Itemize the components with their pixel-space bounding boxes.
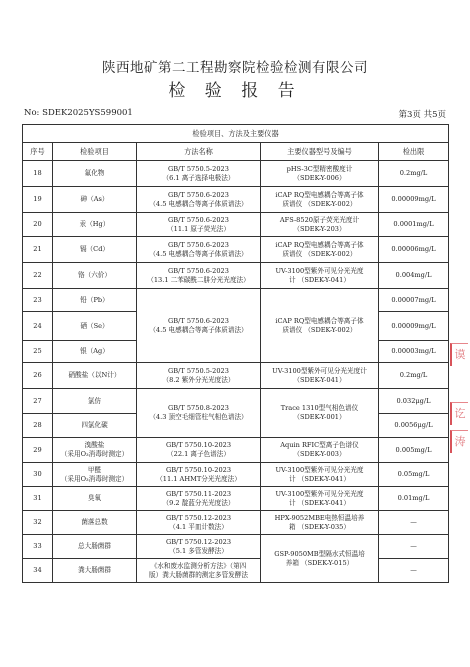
row-limit bbox=[379, 161, 449, 187]
row-number-line: 22 bbox=[33, 271, 42, 280]
row-item bbox=[53, 511, 137, 535]
row-instrument bbox=[261, 161, 379, 187]
row-method bbox=[137, 237, 261, 263]
row-limit-line: 0.05mg/L bbox=[397, 470, 430, 479]
row-instrument bbox=[261, 438, 379, 463]
row-limit-line: 0.0056μg/L bbox=[394, 421, 433, 430]
row-item-line: 菌落总数 bbox=[81, 518, 108, 527]
row-instrument-line: 质谱仪 （SDEK-Y-002） bbox=[282, 249, 357, 258]
row-method-line: （22.1 离子色谱法） bbox=[167, 450, 230, 458]
row-instrument-line: Aquin RFIC型离子色谱仪 bbox=[280, 441, 359, 450]
row-method-line: GB/T 5750.6-2023 bbox=[168, 316, 229, 325]
row-instrument bbox=[261, 487, 379, 511]
row-method-line: GB/T 5750.6-2023 bbox=[168, 215, 229, 224]
row-item-line: 铅（Pb） bbox=[80, 295, 109, 304]
row-method bbox=[137, 213, 261, 237]
row-number bbox=[23, 312, 53, 341]
row-item-line: 甲醛 bbox=[87, 465, 102, 474]
row-method-line: （6.1 离子选择电极法） bbox=[162, 173, 235, 182]
row-method-line: GB/T 5750.5-2023 bbox=[168, 164, 229, 173]
row-number-line: 33 bbox=[33, 542, 42, 551]
row-method-line: GB/T 5750.5-2023 bbox=[168, 366, 229, 375]
row-number-line: 34 bbox=[33, 566, 42, 575]
row-method bbox=[137, 289, 261, 363]
row-item bbox=[53, 487, 137, 511]
row-number bbox=[23, 263, 53, 289]
row-method bbox=[137, 161, 261, 187]
row-item-line: 溴酸盐 bbox=[84, 441, 105, 450]
row-limit-line: 0.005mg/L bbox=[395, 445, 432, 454]
row-number bbox=[23, 414, 53, 438]
row-method-line: 《水和废水监测分析方法》（第四 bbox=[150, 561, 247, 570]
row-method-line: （4.5 电感耦合等离子体质谱法） bbox=[149, 325, 248, 334]
row-method bbox=[137, 487, 261, 511]
row-limit-line: — bbox=[410, 518, 417, 527]
row-instrument-line: UV-3100型紫外可见分光光度计 bbox=[272, 366, 367, 375]
row-limit bbox=[379, 511, 449, 535]
row-method-line: （5.1 多管发酵法） bbox=[169, 546, 228, 555]
row-method bbox=[137, 363, 261, 389]
row-instrument-line: UV-3100型紫外可见分光光度 bbox=[275, 489, 364, 498]
row-number bbox=[23, 289, 53, 312]
row-item bbox=[53, 161, 137, 187]
row-item-line: （采用O₃消毒时测定） bbox=[60, 474, 129, 483]
row-instrument bbox=[261, 463, 379, 487]
row-instrument-line: GSP-9050MB型隔水式恒温培 bbox=[274, 549, 365, 558]
company-name: 陕西地矿第二工程勘察院检验检测有限公司 bbox=[102, 60, 368, 76]
row-limit-line: 0.00009mg/L bbox=[391, 321, 436, 330]
row-limit-line: 0.004mg/L bbox=[395, 271, 432, 280]
row-item bbox=[53, 438, 137, 463]
row-limit bbox=[379, 535, 449, 559]
row-number bbox=[23, 438, 53, 463]
row-method-line: GB/T 5750.10-2023 bbox=[165, 441, 232, 450]
table-row bbox=[23, 559, 449, 583]
row-instrument-line: 计 （SDEK-Y-041） bbox=[289, 474, 350, 483]
row-method-line: GB/T 5750.8-2023 bbox=[168, 404, 229, 413]
row-instrument bbox=[261, 289, 379, 363]
row-limit-line: 0.00003mg/L bbox=[391, 347, 436, 356]
row-method bbox=[137, 438, 261, 463]
row-item bbox=[53, 237, 137, 263]
side-stamp-mark bbox=[450, 402, 468, 425]
row-limit bbox=[379, 487, 449, 511]
row-method-line: （13.1 二苯碳酰二肼分光光度法） bbox=[147, 275, 250, 284]
row-method bbox=[137, 263, 261, 289]
row-item-line: 粪大肠菌群 bbox=[78, 566, 111, 575]
row-limit-line: 0.032μg/L bbox=[396, 396, 431, 405]
row-item bbox=[53, 535, 137, 559]
row-limit bbox=[379, 312, 449, 341]
row-item bbox=[53, 363, 137, 389]
row-number bbox=[23, 511, 53, 535]
row-number-line: 30 bbox=[33, 470, 42, 479]
row-instrument-line: AFS-8520原子荧光光度计 bbox=[279, 215, 360, 224]
row-limit-line: 0.00007mg/L bbox=[391, 295, 436, 304]
row-instrument bbox=[261, 213, 379, 237]
row-method-line: （11.1 AHMT分光光度法） bbox=[156, 474, 241, 483]
row-method bbox=[137, 511, 261, 535]
row-number-line: 21 bbox=[33, 245, 42, 254]
row-number bbox=[23, 535, 53, 559]
row-item bbox=[53, 414, 137, 438]
table-row bbox=[23, 363, 449, 389]
row-limit-line: 0.00006mg/L bbox=[391, 245, 436, 254]
row-method-line: GB/T 5750.11-2023 bbox=[165, 489, 232, 498]
row-method bbox=[137, 463, 261, 487]
row-limit-line: 0.2mg/L bbox=[399, 169, 428, 178]
row-item-line: 四氯化碳 bbox=[81, 421, 108, 430]
row-instrument-line: iCAP RQ型电感耦合等离子体 bbox=[275, 316, 364, 325]
row-number bbox=[23, 389, 53, 414]
side-stamp-mark bbox=[450, 430, 468, 453]
row-instrument-line: 质谱仪 （SDEK-Y-002） bbox=[282, 325, 357, 334]
row-method bbox=[137, 559, 261, 583]
row-instrument-line: 计 （SDEK-Y-041） bbox=[289, 275, 350, 284]
row-limit-line: — bbox=[410, 542, 417, 551]
side-stamp-text: 涛 bbox=[454, 435, 466, 448]
col-header-limit: 检出限 bbox=[379, 143, 449, 161]
row-number-line: 27 bbox=[33, 396, 42, 405]
row-item bbox=[53, 341, 137, 363]
col-header-method: 方法名称 bbox=[137, 143, 261, 161]
row-limit-line: 0.0001mg/L bbox=[393, 220, 434, 229]
col-header-no: 序号 bbox=[23, 143, 53, 161]
row-method-line: （11.1 原子荧光法） bbox=[167, 224, 230, 233]
page-info: 第3页 共5页 bbox=[398, 110, 446, 120]
col-header-item: 检验项目 bbox=[53, 143, 137, 161]
table-row bbox=[23, 438, 449, 463]
row-item-line: 硝酸盐（以N计） bbox=[68, 371, 121, 380]
row-instrument-line: iCAP RQ型电感耦合等离子体 bbox=[275, 190, 364, 199]
row-item-line: 汞（Hg） bbox=[79, 220, 110, 229]
row-instrument-line: UV-3100型紫外可见分光光度 bbox=[275, 266, 364, 275]
row-method-line: GB/T 5750.6-2023 bbox=[168, 190, 229, 199]
row-instrument-line: （SDEK-Y-041） bbox=[293, 375, 346, 384]
row-item-line: （采用O₃消毒时测定） bbox=[60, 450, 129, 458]
row-instrument bbox=[261, 389, 379, 438]
row-instrument-line: 箱 （SDEK-Y-035） bbox=[289, 522, 350, 531]
row-method-line: GB/T 5750.10-2023 bbox=[165, 465, 232, 474]
table-row bbox=[23, 289, 449, 312]
row-instrument-line: （SDEK-Y-203） bbox=[293, 224, 346, 233]
table-row bbox=[23, 213, 449, 237]
col-header-instrument: 主要仪器型号及编号 bbox=[261, 143, 379, 161]
row-method-line: （4.3 顶空毛细管柱气相色谱法） bbox=[149, 413, 248, 421]
row-item-line: 砷（As） bbox=[80, 195, 109, 204]
row-number-line: 23 bbox=[33, 295, 42, 304]
row-number bbox=[23, 237, 53, 263]
table-row bbox=[23, 389, 449, 414]
row-limit bbox=[379, 341, 449, 363]
row-instrument-line: UV-3100型紫外可见分光光度 bbox=[275, 465, 364, 474]
row-limit bbox=[379, 463, 449, 487]
row-method-line: GB/T 5750.6-2023 bbox=[168, 266, 229, 275]
row-method-line: （8.2 紫外分光光度法） bbox=[162, 375, 235, 384]
table-row bbox=[23, 187, 449, 213]
row-limit bbox=[379, 414, 449, 438]
row-method-line: GB/T 5750.12-2023 bbox=[165, 513, 232, 522]
row-limit bbox=[379, 213, 449, 237]
table-row bbox=[23, 487, 449, 511]
row-instrument bbox=[261, 187, 379, 213]
row-method-line: （4.5 电感耦合等离子体质谱法） bbox=[149, 249, 248, 258]
row-limit-line: — bbox=[410, 566, 417, 575]
row-item bbox=[53, 312, 137, 341]
row-limit bbox=[379, 237, 449, 263]
row-item-line: 硒（Se） bbox=[80, 321, 109, 330]
row-limit-line: 0.2mg/L bbox=[399, 371, 428, 380]
row-limit-line: 0.00009mg/L bbox=[391, 195, 436, 204]
row-instrument-line: （SDEK-Y-006） bbox=[293, 173, 346, 182]
row-item-line: 臭氧 bbox=[87, 494, 102, 503]
row-instrument-line: pHS-3C型精密酸度计 bbox=[286, 164, 353, 173]
row-limit bbox=[379, 187, 449, 213]
row-item bbox=[53, 263, 137, 289]
table-row bbox=[23, 511, 449, 535]
row-instrument-line: Trace 1310型气相色谱仪 bbox=[280, 404, 359, 413]
row-number bbox=[23, 463, 53, 487]
row-number-line: 19 bbox=[33, 195, 42, 204]
report-title: 检 验 报 告 bbox=[168, 81, 302, 101]
row-instrument-line: 质谱仪 （SDEK-Y-002） bbox=[282, 199, 357, 208]
row-number-line: 20 bbox=[33, 220, 42, 229]
row-number bbox=[23, 341, 53, 363]
table-row bbox=[23, 237, 449, 263]
table-row bbox=[23, 535, 449, 559]
row-instrument-line: （SDEK-Y-001） bbox=[293, 413, 346, 421]
row-method-line: GB/T 5750.6-2023 bbox=[168, 240, 229, 249]
row-method-line: （4.5 电感耦合等离子体质谱法） bbox=[149, 199, 248, 208]
row-instrument bbox=[261, 237, 379, 263]
row-method bbox=[137, 389, 261, 438]
row-number-line: 29 bbox=[33, 445, 42, 454]
row-number bbox=[23, 487, 53, 511]
row-instrument bbox=[261, 363, 379, 389]
row-limit bbox=[379, 263, 449, 289]
row-method-line: GB/T 5750.12-2023 bbox=[165, 537, 232, 546]
row-item bbox=[53, 289, 137, 312]
table-row bbox=[23, 161, 449, 187]
row-number-line: 25 bbox=[33, 347, 42, 356]
row-instrument-line: （SDEK-Y-003） bbox=[293, 450, 346, 458]
row-item bbox=[53, 187, 137, 213]
side-stamp-text: 讫 bbox=[454, 407, 466, 420]
row-limit bbox=[379, 389, 449, 414]
row-limit bbox=[379, 559, 449, 583]
row-number-line: 31 bbox=[33, 494, 42, 503]
row-limit-line: 0.01mg/L bbox=[397, 494, 430, 503]
table-row bbox=[23, 263, 449, 289]
row-item bbox=[53, 389, 137, 414]
row-instrument bbox=[261, 263, 379, 289]
row-item-line: 氯仿 bbox=[87, 396, 102, 405]
row-instrument-line: 计 （SDEK-Y-041） bbox=[289, 498, 350, 507]
row-item bbox=[53, 213, 137, 237]
table-caption: 检验项目、方法及主要仪器 bbox=[23, 125, 449, 143]
row-number-line: 32 bbox=[33, 518, 42, 527]
row-item bbox=[53, 463, 137, 487]
table-row bbox=[23, 463, 449, 487]
row-number bbox=[23, 213, 53, 237]
row-number-line: 24 bbox=[33, 321, 42, 330]
row-limit bbox=[379, 289, 449, 312]
row-item bbox=[53, 559, 137, 583]
side-stamp-text: 谟 bbox=[454, 348, 466, 361]
row-number-line: 18 bbox=[33, 169, 42, 178]
row-item-line: 银（Ag） bbox=[80, 347, 109, 356]
row-item-line: 氟化物 bbox=[84, 169, 105, 178]
row-item-line: 铬（六价） bbox=[78, 271, 111, 280]
row-number-line: 26 bbox=[33, 371, 42, 380]
row-method-line: （4.1 平皿计数法） bbox=[169, 522, 228, 531]
row-number bbox=[23, 363, 53, 389]
row-item-line: 总大肠菌群 bbox=[78, 542, 111, 551]
row-instrument bbox=[261, 511, 379, 535]
report-number: No: SDEK2025YS599001 bbox=[24, 108, 133, 118]
row-item-line: 镉（Cd） bbox=[79, 245, 110, 254]
row-number bbox=[23, 161, 53, 187]
row-method bbox=[137, 535, 261, 559]
row-number-line: 28 bbox=[33, 421, 42, 430]
row-method-line: 版）粪大肠菌群的测定多管发酵法 bbox=[149, 570, 248, 579]
row-number bbox=[23, 187, 53, 213]
side-stamp-mark bbox=[450, 343, 468, 366]
row-number bbox=[23, 559, 53, 583]
row-method bbox=[137, 187, 261, 213]
row-limit bbox=[379, 363, 449, 389]
row-limit bbox=[379, 438, 449, 463]
row-method-line: （9.2 靛蓝分光光度法） bbox=[162, 498, 235, 507]
row-instrument-line: 养箱 （SDEK-Y-015） bbox=[285, 558, 354, 567]
methods-table bbox=[22, 124, 449, 583]
row-instrument-line: HPX-9052MBE电热恒温培养 bbox=[274, 513, 365, 522]
row-instrument bbox=[261, 535, 379, 583]
row-instrument-line: iCAP RQ型电感耦合等离子体 bbox=[275, 240, 364, 249]
